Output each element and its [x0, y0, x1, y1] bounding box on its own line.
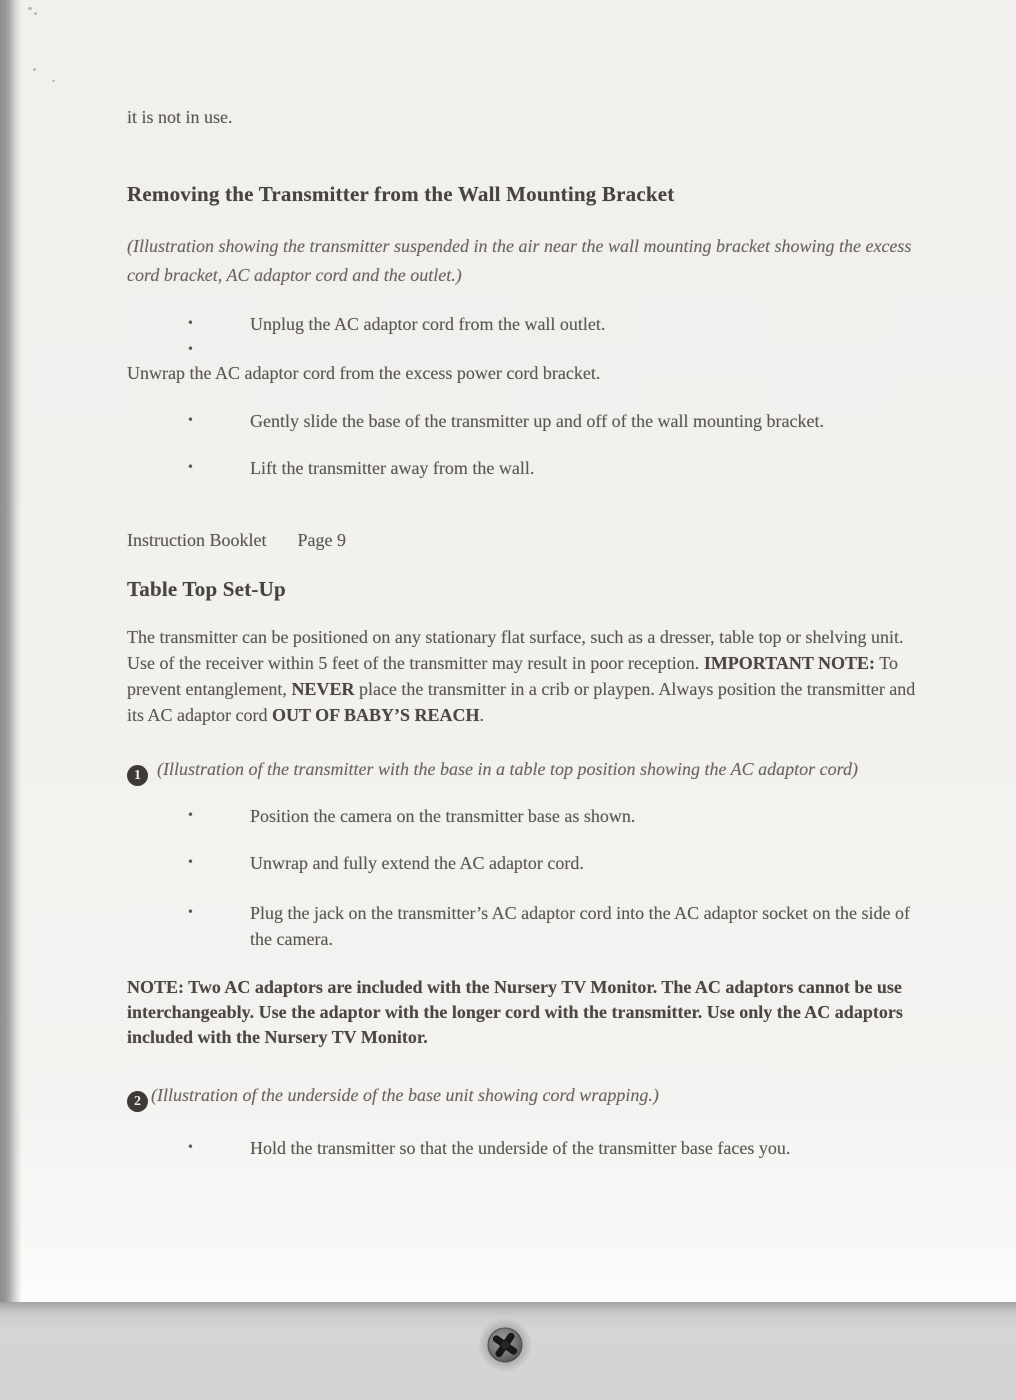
bullet-icon: • — [188, 808, 193, 823]
bullet-item-plug-jack: • Plug the jack on the transmitter’s AC adaptor cord into the AC adaptor socket on the side of the camera. — [127, 900, 917, 952]
booklet-page-line — [127, 527, 917, 553]
bullet-item-empty — [127, 337, 917, 357]
step-1-number-icon: 1 — [127, 765, 148, 786]
booklet-label: Instruction Booklet — [127, 530, 267, 550]
page-number: Page 9 — [297, 530, 346, 550]
bullet-item-hold: • Hold the transmitter so that the underside of the transmitter base faces you. — [127, 1135, 917, 1161]
bullet-icon: • — [188, 855, 193, 870]
bullet-item-unplug: • Unplug the AC adaptor cord from the wall outlet. — [127, 311, 917, 337]
bullet-item-slide: • Gently slide the base of the transmitter up and off of the wall mounting bracket. — [127, 408, 917, 434]
bullet-icon: • — [188, 905, 193, 920]
section-heading-tabletop: Table Top Set-Up — [127, 577, 286, 601]
bullet-item-lift: • Lift the transmitter away from the wall. — [127, 455, 917, 481]
section-heading-wall-removal: Removing the Transmitter from the Wall Mounting Bracket — [127, 182, 675, 206]
bullet-icon: • — [188, 413, 193, 428]
leading-line: it is not in use. — [127, 107, 233, 127]
bullet-icon: • — [188, 316, 193, 331]
illustration-caption-wall: (Illustration showing the transmitter suspended in the air near the wall mounting bracket showing the excess cord bracket, AC adaptor cord and the outlet.) — [127, 236, 912, 285]
note-paragraph: NOTE: Two AC adaptors are included with the Nursery TV Monitor. The AC adaptors cannot be use interchangeably. Use the adaptor with the longer cord with the transmitter. Use only the AC adaptors included with the Nursery TV Monitor. — [127, 977, 903, 1047]
screw-icon — [479, 1319, 531, 1371]
unwrap-line: Unwrap the AC adaptor cord from the excess power cord bracket. — [127, 363, 601, 383]
illustration-caption-step1: 1 (Illustration of the transmitter with the base in a table top position showing the AC adaptor cord) — [127, 755, 917, 786]
tabletop-intro-paragraph: The transmitter can be positioned on any stationary flat surface, such as a dresser, table top or shelving unit. Use of the receiver within 5 feet of the transmitter may result in poor reception. IMPORTANT NOTE: To prevent entanglement, NEVER place the transmitter in a crib or playpen. Always position the transmitter and its AC adaptor cord OUT OF BABY’S REACH. — [127, 627, 916, 725]
step-2-number-icon: 2 — [127, 1091, 148, 1112]
illustration-caption-step2: 2 (Illustration of the underside of the base unit showing cord wrapping.) — [127, 1081, 917, 1112]
screw-head-icon — [479, 1319, 531, 1371]
bullet-icon: • — [188, 460, 193, 475]
bullet-item-unwrap-extend: • Unwrap and fully extend the AC adaptor cord. — [127, 850, 917, 876]
bullet-item-position: • Position the camera on the transmitter base as shown. — [127, 803, 917, 829]
bullet-icon: • — [188, 342, 193, 357]
bullet-icon: • — [188, 1140, 193, 1155]
